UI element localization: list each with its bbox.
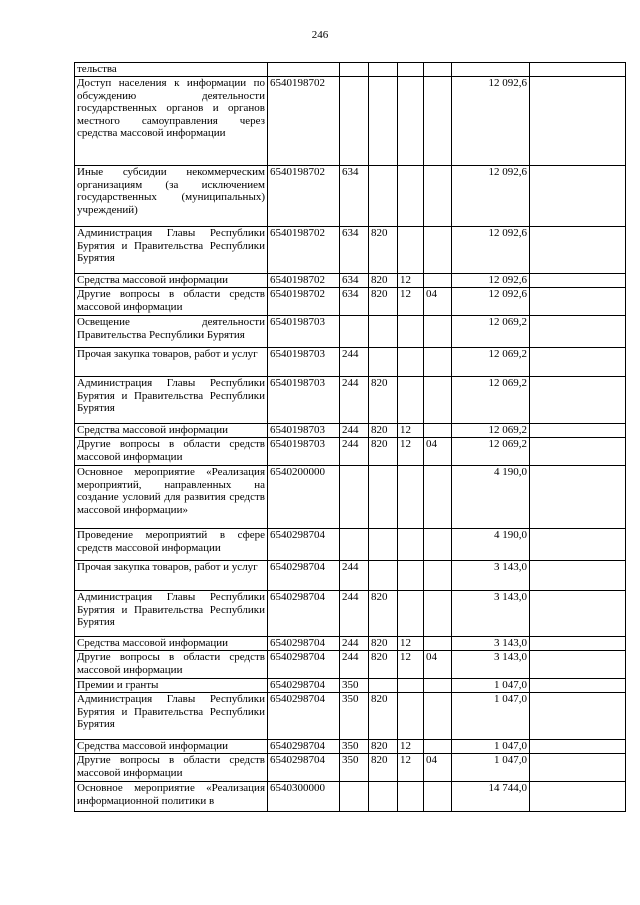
target-code-cell: 6540200000	[268, 466, 340, 529]
budget-table	[74, 62, 626, 812]
empty-cell	[530, 348, 626, 377]
amount-cell: 12 092,6	[452, 166, 530, 227]
subsection-cell	[424, 377, 452, 424]
empty-cell	[530, 424, 626, 438]
target-code-cell: 6540198703	[268, 377, 340, 424]
table-row	[75, 466, 626, 529]
empty-cell	[530, 274, 626, 288]
administrator-cell: 820	[369, 288, 398, 316]
row-name-cell: Администрация Главы Республики Бурятия и Правительства Республики Бурятия	[75, 693, 268, 740]
section-cell	[398, 591, 424, 637]
table-row	[75, 637, 626, 651]
amount-cell: 1 047,0	[452, 693, 530, 740]
amount-cell: 12 069,2	[452, 424, 530, 438]
subsection-cell	[424, 316, 452, 348]
amount-cell: 12 069,2	[452, 316, 530, 348]
administrator-cell	[369, 166, 398, 227]
subsection-cell	[424, 63, 452, 77]
row-name-cell: Другие вопросы в области средств массовой информации	[75, 651, 268, 679]
administrator-cell: 820	[369, 740, 398, 754]
subsection-cell	[424, 637, 452, 651]
section-cell: 12	[398, 438, 424, 466]
row-name-cell: Доступ населения к информации по обсуждению деятельности государственных органов и органов местного самоуправления через средства массовой информации	[75, 77, 268, 166]
target-code-cell: 6540298704	[268, 754, 340, 782]
expense-type-cell: 244	[340, 377, 369, 424]
target-code-cell: 6540298704	[268, 651, 340, 679]
administrator-cell	[369, 782, 398, 812]
target-code-cell	[268, 63, 340, 77]
section-cell: 12	[398, 637, 424, 651]
administrator-cell	[369, 348, 398, 377]
empty-cell	[530, 77, 626, 166]
subsection-cell	[424, 348, 452, 377]
row-name-cell: Другие вопросы в области средств массовой информации	[75, 288, 268, 316]
amount-cell: 12 092,6	[452, 274, 530, 288]
amount-cell: 12 092,6	[452, 288, 530, 316]
row-name-cell: Средства массовой информации	[75, 637, 268, 651]
table-row	[75, 274, 626, 288]
row-name-cell: Прочая закупка товаров, работ и услуг	[75, 561, 268, 591]
section-cell: 12	[398, 740, 424, 754]
expense-type-cell: 634	[340, 274, 369, 288]
table-row	[75, 377, 626, 424]
empty-cell	[530, 740, 626, 754]
administrator-cell: 820	[369, 651, 398, 679]
target-code-cell: 6540198703	[268, 424, 340, 438]
row-name-cell: Прочая закупка товаров, работ и услуг	[75, 348, 268, 377]
section-cell	[398, 77, 424, 166]
section-cell	[398, 693, 424, 740]
row-name-cell: Основное мероприятие «Реализация информационной политики в	[75, 782, 268, 812]
table-row	[75, 679, 626, 693]
target-code-cell: 6540198702	[268, 77, 340, 166]
administrator-cell: 820	[369, 227, 398, 274]
row-name-cell: Администрация Главы Республики Бурятия и Правительства Республики Бурятия	[75, 227, 268, 274]
expense-type-cell: 634	[340, 166, 369, 227]
expense-type-cell: 350	[340, 693, 369, 740]
empty-cell	[530, 693, 626, 740]
administrator-cell	[369, 466, 398, 529]
section-cell	[398, 466, 424, 529]
section-cell	[398, 166, 424, 227]
target-code-cell: 6540298704	[268, 740, 340, 754]
expense-type-cell: 634	[340, 288, 369, 316]
table-row	[75, 316, 626, 348]
section-cell	[398, 348, 424, 377]
amount-cell: 1 047,0	[452, 754, 530, 782]
administrator-cell: 820	[369, 591, 398, 637]
subsection-cell	[424, 466, 452, 529]
target-code-cell: 6540298704	[268, 637, 340, 651]
administrator-cell	[369, 316, 398, 348]
section-cell: 12	[398, 424, 424, 438]
administrator-cell: 820	[369, 274, 398, 288]
target-code-cell: 6540198703	[268, 438, 340, 466]
empty-cell	[530, 288, 626, 316]
empty-cell	[530, 591, 626, 637]
expense-type-cell: 244	[340, 438, 369, 466]
amount-cell: 12 069,2	[452, 377, 530, 424]
empty-cell	[530, 377, 626, 424]
table-row	[75, 438, 626, 466]
empty-cell	[530, 679, 626, 693]
table-row	[75, 77, 626, 166]
target-code-cell: 6540298704	[268, 693, 340, 740]
amount-cell: 12 092,6	[452, 227, 530, 274]
amount-cell: 3 143,0	[452, 591, 530, 637]
table-row	[75, 561, 626, 591]
administrator-cell	[369, 679, 398, 693]
administrator-cell: 820	[369, 424, 398, 438]
amount-cell: 3 143,0	[452, 651, 530, 679]
table-row	[75, 651, 626, 679]
row-name-cell: Основное мероприятие «Реализация мероприятий, направленных на создание условий для развития средств массовой информации»	[75, 466, 268, 529]
section-cell: 12	[398, 274, 424, 288]
row-name-cell: Иные субсидии некоммерческим организациям (за исключением государственных (муниципальных) учреждений)	[75, 166, 268, 227]
expense-type-cell: 244	[340, 424, 369, 438]
row-name-cell: Проведение мероприятий в сфере средств массовой информации	[75, 529, 268, 561]
subsection-cell	[424, 227, 452, 274]
empty-cell	[530, 466, 626, 529]
target-code-cell: 6540298704	[268, 679, 340, 693]
row-name-cell: Администрация Главы Республики Бурятия и Правительства Республики Бурятия	[75, 591, 268, 637]
subsection-cell: 04	[424, 754, 452, 782]
row-name-cell: Другие вопросы в области средств массовой информации	[75, 438, 268, 466]
amount-cell: 12 069,2	[452, 348, 530, 377]
table-row	[75, 63, 626, 77]
amount-cell: 14 744,0	[452, 782, 530, 812]
table-row	[75, 693, 626, 740]
administrator-cell: 820	[369, 693, 398, 740]
row-name-cell: Администрация Главы Республики Бурятия и Правительства Республики Бурятия	[75, 377, 268, 424]
section-cell	[398, 227, 424, 274]
target-code-cell: 6540298704	[268, 529, 340, 561]
target-code-cell: 6540198702	[268, 288, 340, 316]
table-row	[75, 288, 626, 316]
empty-cell	[530, 227, 626, 274]
empty-cell	[530, 63, 626, 77]
expense-type-cell: 244	[340, 591, 369, 637]
administrator-cell	[369, 529, 398, 561]
empty-cell	[530, 438, 626, 466]
page-number: 246	[311, 29, 329, 41]
expense-type-cell: 244	[340, 651, 369, 679]
administrator-cell	[369, 77, 398, 166]
target-code-cell: 6540298704	[268, 561, 340, 591]
expense-type-cell: 244	[340, 561, 369, 591]
amount-cell: 1 047,0	[452, 679, 530, 693]
expense-type-cell: 350	[340, 679, 369, 693]
empty-cell	[530, 529, 626, 561]
row-name-cell: Премии и гранты	[75, 679, 268, 693]
administrator-cell: 820	[369, 754, 398, 782]
amount-cell: 12 069,2	[452, 438, 530, 466]
amount-cell: 1 047,0	[452, 740, 530, 754]
amount-cell: 4 190,0	[452, 466, 530, 529]
section-cell: 12	[398, 754, 424, 782]
administrator-cell: 820	[369, 637, 398, 651]
subsection-cell: 04	[424, 651, 452, 679]
expense-type-cell: 244	[340, 348, 369, 377]
subsection-cell	[424, 591, 452, 637]
section-cell: 12	[398, 288, 424, 316]
table-row	[75, 754, 626, 782]
subsection-cell: 04	[424, 438, 452, 466]
target-code-cell: 6540198703	[268, 316, 340, 348]
table-row	[75, 166, 626, 227]
subsection-cell	[424, 77, 452, 166]
target-code-cell: 6540198703	[268, 348, 340, 377]
subsection-cell	[424, 782, 452, 812]
subsection-cell	[424, 679, 452, 693]
section-cell: 12	[398, 651, 424, 679]
subsection-cell	[424, 693, 452, 740]
table-row	[75, 782, 626, 812]
amount-cell: 4 190,0	[452, 529, 530, 561]
subsection-cell	[424, 424, 452, 438]
section-cell	[398, 782, 424, 812]
expense-type-cell	[340, 782, 369, 812]
amount-cell: 3 143,0	[452, 637, 530, 651]
table-row	[75, 529, 626, 561]
table-row	[75, 424, 626, 438]
expense-type-cell: 634	[340, 227, 369, 274]
administrator-cell	[369, 63, 398, 77]
table-row	[75, 740, 626, 754]
empty-cell	[530, 316, 626, 348]
row-name-cell: Средства массовой информации	[75, 424, 268, 438]
table-row	[75, 591, 626, 637]
subsection-cell: 04	[424, 288, 452, 316]
row-name-cell: Средства массовой информации	[75, 274, 268, 288]
empty-cell	[530, 782, 626, 812]
administrator-cell: 820	[369, 377, 398, 424]
table-row	[75, 227, 626, 274]
administrator-cell: 820	[369, 438, 398, 466]
target-code-cell: 6540298704	[268, 591, 340, 637]
table-row	[75, 348, 626, 377]
amount-cell: 12 092,6	[452, 77, 530, 166]
target-code-cell: 6540198702	[268, 227, 340, 274]
section-cell	[398, 63, 424, 77]
expense-type-cell	[340, 63, 369, 77]
empty-cell	[530, 651, 626, 679]
subsection-cell	[424, 274, 452, 288]
section-cell	[398, 561, 424, 591]
expense-type-cell	[340, 466, 369, 529]
row-name-cell: Освещение деятельности Правительства Республики Бурятия	[75, 316, 268, 348]
row-name-cell: Другие вопросы в области средств массовой информации	[75, 754, 268, 782]
expense-type-cell: 350	[340, 740, 369, 754]
subsection-cell	[424, 166, 452, 227]
empty-cell	[530, 166, 626, 227]
section-cell	[398, 377, 424, 424]
expense-type-cell: 244	[340, 637, 369, 651]
empty-cell	[530, 637, 626, 651]
amount-cell: 3 143,0	[452, 561, 530, 591]
budget-table-body	[75, 63, 626, 812]
section-cell	[398, 529, 424, 561]
expense-type-cell	[340, 77, 369, 166]
section-cell	[398, 316, 424, 348]
subsection-cell	[424, 529, 452, 561]
expense-type-cell: 350	[340, 754, 369, 782]
empty-cell	[530, 754, 626, 782]
row-name-cell: тельства	[75, 63, 268, 77]
subsection-cell	[424, 561, 452, 591]
expense-type-cell	[340, 316, 369, 348]
section-cell	[398, 679, 424, 693]
empty-cell	[530, 561, 626, 591]
target-code-cell: 6540198702	[268, 166, 340, 227]
expense-type-cell	[340, 529, 369, 561]
target-code-cell: 6540300000	[268, 782, 340, 812]
amount-cell	[452, 63, 530, 77]
subsection-cell	[424, 740, 452, 754]
target-code-cell: 6540198702	[268, 274, 340, 288]
administrator-cell	[369, 561, 398, 591]
row-name-cell: Средства массовой информации	[75, 740, 268, 754]
